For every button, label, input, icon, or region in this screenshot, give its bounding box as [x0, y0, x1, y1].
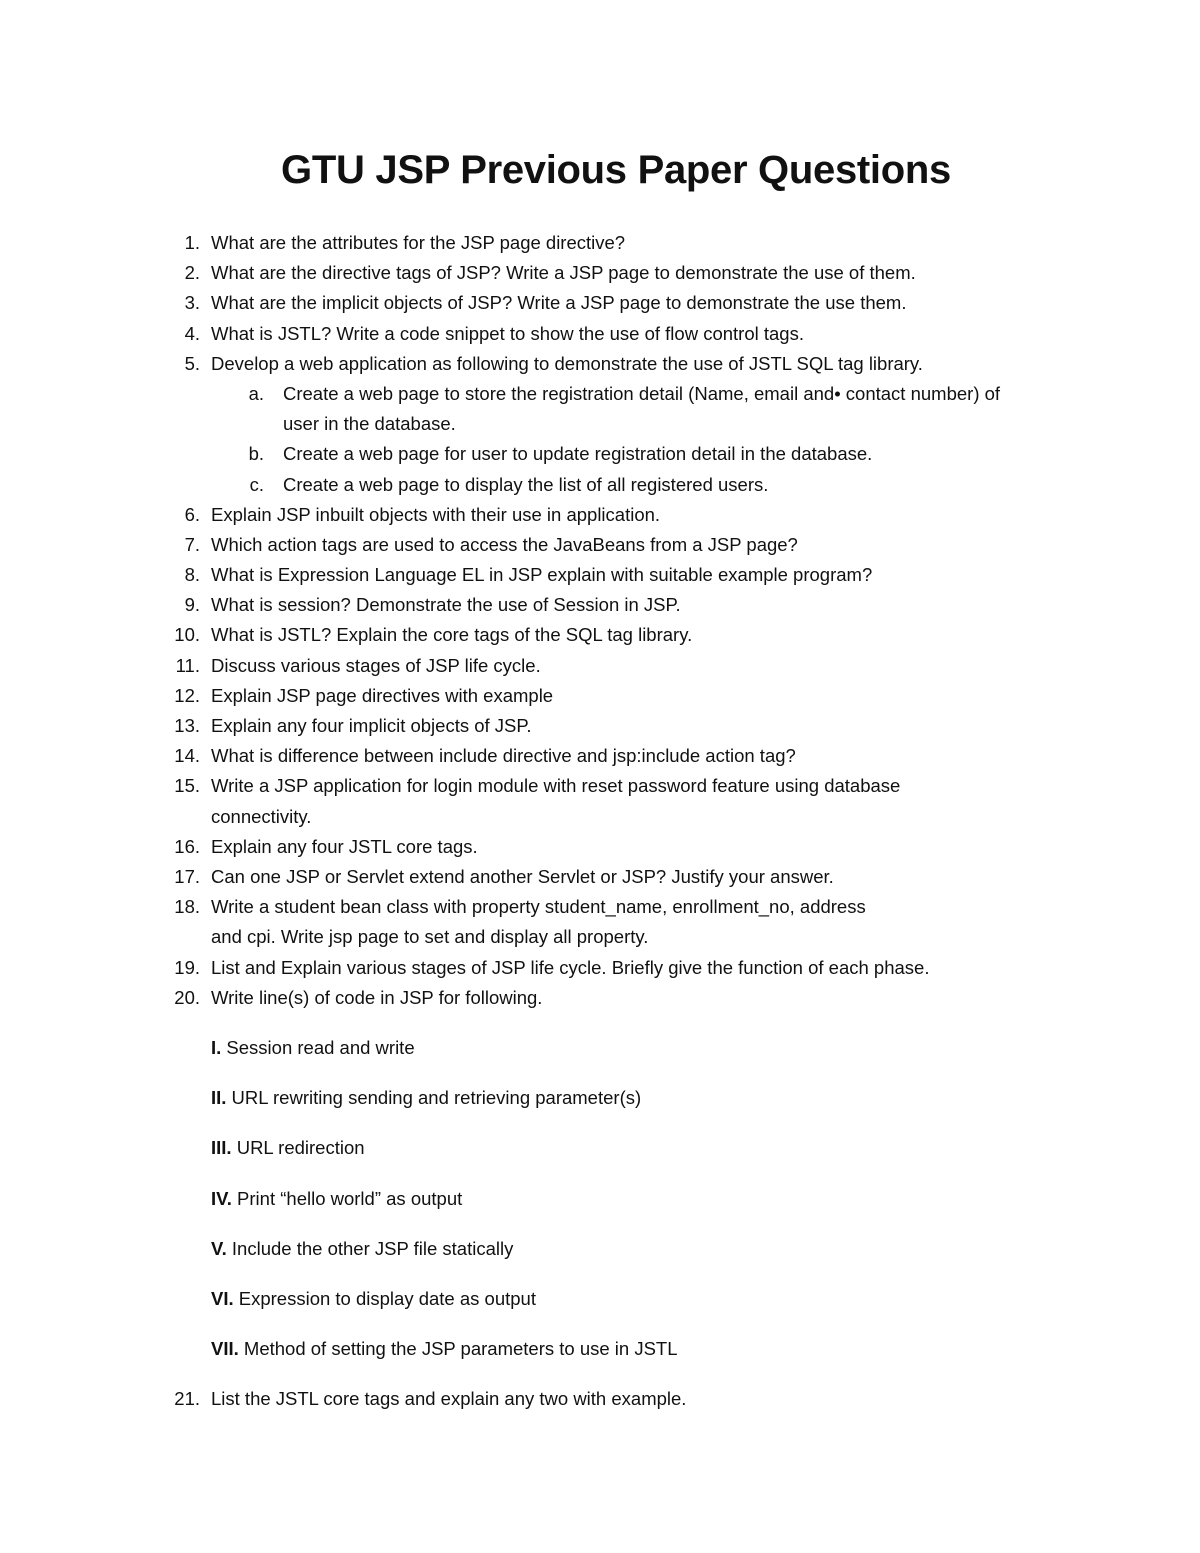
question-item [0, 530, 1200, 560]
task-text: Include the other JSP file statically [226, 1237, 514, 1259]
task-text: URL redirection [231, 1137, 365, 1159]
question-text [211, 560, 872, 590]
question-item [0, 349, 1200, 379]
sub-question-item [0, 439, 1200, 469]
page-title: GTU JSP Previous Paper Questions [281, 148, 951, 192]
question-text [211, 590, 681, 620]
text-line: Write a JSP application for login module with reset password feature using database [211, 775, 901, 797]
question-number: 3. [184, 292, 200, 314]
question-text [211, 258, 916, 288]
sub-question-letter: a. [248, 382, 264, 404]
question-text [211, 651, 541, 681]
question-text [211, 983, 542, 1013]
question-number: 8. [184, 564, 200, 586]
question-item [0, 953, 1200, 983]
question-item [0, 771, 1200, 831]
question-item [0, 651, 1200, 681]
task-text: Session read and write [221, 1037, 415, 1058]
task-item [211, 1033, 678, 1083]
text-line: Write line(s) of code in JSP for following. [211, 986, 543, 1008]
roman-numeral: II. [211, 1087, 227, 1109]
task-text: Method of setting the JSP parameters to use in JSTL [238, 1338, 678, 1360]
question-text [211, 319, 804, 349]
question-text [211, 862, 834, 892]
text-line: What is difference between include directive and jsp:include action tag? [211, 745, 796, 767]
question-number: 20. [174, 986, 200, 1008]
question-text [211, 892, 866, 952]
question-number: 11. [175, 654, 200, 676]
text-line: Can one JSP or Servlet extend another Servlet or JSP? Justify your answer. [211, 865, 834, 887]
task-item [211, 1334, 678, 1384]
text-line: What is JSTL? Write a code snippet to show the use of flow control tags. [211, 322, 804, 344]
question-item [0, 500, 1200, 530]
text-line: What are the implicit objects of JSP? Write a JSP page to demonstrate the use them. [211, 292, 907, 314]
question-item [0, 862, 1200, 892]
roman-numeral: V. [211, 1237, 227, 1259]
text-line: Develop a web application as following to demonstrate the use of JSTL SQL tag library. [211, 352, 923, 374]
question-text [211, 530, 798, 560]
text-line: connectivity. [211, 805, 312, 827]
text-line: What are the attributes for the JSP page directive? [211, 232, 626, 253]
roman-numeral: VII. [211, 1338, 239, 1360]
question-text [211, 741, 796, 771]
question-number: 21. [174, 1388, 200, 1409]
question-number: 4. [184, 322, 200, 344]
roman-numeral: IV. [211, 1187, 232, 1209]
text-line: user in the database. [283, 413, 456, 435]
question-item [0, 711, 1200, 741]
question-number: 19. [174, 956, 200, 978]
text-line: What is Expression Language EL in JSP explain with suitable example program? [211, 564, 873, 586]
question-number: 10. [174, 624, 200, 646]
question-item [0, 560, 1200, 590]
question-text [211, 681, 553, 711]
task-text: Print “hello world” as output [231, 1187, 463, 1209]
roman-numeral: VI. [211, 1287, 234, 1309]
task-text: Expression to display date as output [233, 1287, 536, 1309]
roman-numeral: I. [211, 1037, 222, 1058]
question-number: 9. [184, 594, 200, 616]
question-text [211, 349, 923, 379]
question-text [211, 288, 906, 318]
question-number: 2. [184, 262, 200, 284]
question-text [211, 228, 625, 258]
roman-numeral: III. [211, 1137, 232, 1159]
question-item [0, 1384, 1200, 1414]
final-question [0, 1384, 1200, 1414]
text-line: Explain any four JSTL core tags. [211, 835, 478, 857]
question-number: 6. [184, 503, 200, 525]
question-item [0, 892, 1200, 952]
text-line: Create a web page for user to update registration detail in the database. [283, 443, 873, 465]
task-item [211, 1184, 678, 1234]
question-number: 1. [184, 232, 200, 253]
sub-question-letter: b. [248, 443, 264, 465]
task-item [211, 1133, 678, 1183]
question-item [0, 983, 1200, 1013]
question-item [0, 288, 1200, 318]
text-line: List and Explain various stages of JSP life cycle. Briefly give the function of each phase. [211, 956, 930, 978]
question-item [0, 620, 1200, 650]
question-number: 13. [174, 715, 200, 737]
question-number: 5. [184, 352, 200, 374]
question-text [211, 711, 531, 741]
text-line: Explain JSP page directives with example [211, 684, 554, 706]
question-text [211, 620, 692, 650]
question-number: 16. [174, 835, 200, 857]
question-text [211, 953, 929, 983]
question-number: 12. [174, 684, 200, 706]
question-item [0, 319, 1200, 349]
sub-question-text [283, 379, 1000, 439]
question-number: 7. [184, 533, 200, 555]
task-text: URL rewriting sending and retrieving parameter(s) [226, 1087, 642, 1109]
sub-question-letter: c. [249, 473, 264, 495]
sub-question-text [283, 439, 872, 469]
text-line: List the JSTL core tags and explain any two with example. [211, 1388, 687, 1409]
question-item [0, 681, 1200, 711]
text-line: Explain JSP inbuilt objects with their use in application. [211, 503, 661, 525]
question-text [211, 832, 478, 862]
text-line: and cpi. Write jsp page to set and display all property. [211, 926, 649, 948]
question-item [0, 228, 1200, 258]
task-list [211, 1033, 678, 1384]
question-number: 14. [174, 745, 200, 767]
task-item [211, 1284, 678, 1334]
text-line: What is JSTL? Explain the core tags of the SQL tag library. [211, 624, 693, 646]
task-item [211, 1083, 678, 1133]
task-item [211, 1234, 678, 1284]
sub-question-item [0, 470, 1200, 500]
sub-question-item [0, 379, 1200, 439]
question-text [211, 771, 900, 831]
question-item [0, 258, 1200, 288]
question-number: 18. [174, 896, 200, 918]
text-line: Create a web page to display the list of all registered users. [283, 473, 769, 495]
text-line: Explain any four implicit objects of JSP. [211, 715, 532, 737]
question-list [0, 228, 1200, 1013]
text-line: Write a student bean class with property student_name, enrollment_no, address [211, 896, 866, 918]
text-line: Discuss various stages of JSP life cycle. [211, 654, 541, 676]
text-line: What is session? Demonstrate the use of Session in JSP. [211, 594, 681, 616]
question-text [211, 1384, 686, 1414]
question-item [0, 741, 1200, 771]
text-line: What are the directive tags of JSP? Write a JSP page to demonstrate the use of them. [211, 262, 916, 284]
question-text [211, 500, 660, 530]
question-item [0, 832, 1200, 862]
sub-question-text [283, 470, 768, 500]
text-line: Which action tags are used to access the JavaBeans from a JSP page? [211, 533, 798, 555]
text-line: Create a web page to store the registration detail (Name, email and• contact number) of [283, 382, 1001, 404]
question-number: 15. [174, 775, 200, 797]
question-number: 17. [174, 865, 200, 887]
question-item [0, 590, 1200, 620]
